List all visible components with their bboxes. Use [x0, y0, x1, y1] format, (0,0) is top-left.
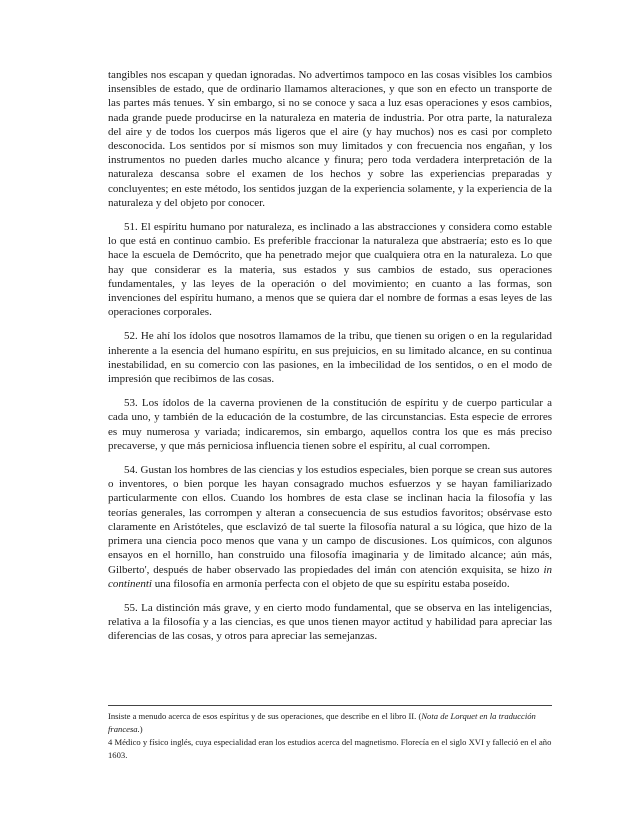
footnotes	[108, 710, 552, 762]
paragraph-54-text-a: 54. Gustan los hombres de las ciencias y los estudios especiales, bien porque se crean sus autores o inventores, o bien porque les hayan consagrado muchos esfuerzos y se hayan familiarizado particularmente con ellos. Cuando los hombres de esta clase se inclinan hacia la filosofía y las teorías generales, las corrompen y alteran a consecuencia de sus estudios favoritos; obsérvase esto claramente en Aristóteles, que esclavizó de tal suerte la filosofía natural a su lógica, que hizo de la primera una ciencia poco menos que vana y un campo de discusiones. Los químicos, con algunos ensayos en el hornillo, han construido una filosofía imaginaria y de limitado alcance; aún más, Gilberto', después de haber observado las propiedades del imán con atención exquisita, se hizo	[108, 464, 552, 576]
paragraph-53: 53. Los ídolos de la caverna provienen de la constitución de espíritu y de cuerpo particular a cada uno, y también de la educación de la costumbre, de las circunstancias. Esta especie de errores es muy numerosa y variada; indicaremos, sin embargo, aquellos contra los que es más preciso precaverse, y que más perniciosa influencia tienen sobre el espíritu, al cual corrompen.	[108, 397, 552, 452]
paragraph-54	[108, 463, 552, 591]
footnote-1-italic: Nota de Lorquet en la traducción francesa.	[108, 711, 536, 734]
footnote-1	[108, 710, 552, 736]
footnote-2: 4 Médico y físico inglés, cuya especialidad eran los estudios acerca del magnetismo. Florecía en el siglo XVI y falleció en el año 1603.	[108, 737, 552, 760]
paragraph-54-text-b: una filosofía en armonía perfecta con el objeto de que su espíritu estaba poseído.	[152, 577, 510, 590]
paragraph-52: 52. He ahí los ídolos que nosotros llamamos de la tribu, que tienen su origen o en la regularidad inherente a la esencia del humano espíritu, en sus prejuicios, en su limitado alcance, en su continua inestabilidad, en su comercio con las pasiones, en la imbecilidad de los sentidos, o en el modo de impresión que recibimos de las cosas.	[108, 330, 552, 386]
footnote-divider	[108, 705, 552, 706]
page-body	[108, 68, 552, 644]
paragraph-55: 55. La distinción más grave, y en cierto modo fundamental, que se observa en las inteligencias, relativa a la filosofía y a las ciencias, es que unos tienen mayor actitud y habilidad para apreciar las diferencias de las cosas, y otros para apreciar las semejanzas.	[108, 601, 552, 643]
paragraph-intro: tangibles nos escapan y quedan ignoradas. No advertimos tampoco en las cosas visibles los cambios insensibles de estado, que de ordinario llamamos alteraciones, y que son en efecto un transporte de las partes más tenues. Y sin embargo, si no se conoce y saca a luz esas operaciones y esos cambios, nada grande puede producirse en la naturaleza en materia de industria. Por otra parte, la naturaleza del aire y de todos los cuerpos más ligeros que el aire (y hay muchos) nos es casi por completo desconocida. Los sentidos por sí mismos son muy limitados y con frecuencia nos engañan, y los instrumentos no pueden darles mucho alcance y finura; pero toda verdadera interpretación de la naturaleza descansa sobre el examen de los hechos y sobre las experiencias preparadas y concluyentes; en este método, los sentidos juzgan de la experiencia solamente, y la experiencia de la naturaleza y del objeto por conocer.	[108, 69, 552, 209]
footnote-1-text-a: Insiste a menudo acerca de esos espíritus y de sus operaciones, que describe en el libro II. (	[108, 711, 422, 721]
paragraph-51: 51. El espíritu humano por naturaleza, es inclinado a las abstracciones y considera como estable lo que está en continuo cambio. Es preferible fraccionar la naturaleza que abstraería; esto es lo que hace la escuela de Demócrito, que ha penetrado mejor que cualquiera otra en la naturaleza. Lo que hay que considerar es la materia, sus estados y sus cambios de estado, sus operaciones fundamentales, y las leyes de la operación o del movimiento; en cuanto a las formas, son invenciones del espíritu humano, a menos que se quiera dar el nombre de formas a esas leyes de las operaciones corporales.	[108, 221, 552, 319]
footnote-1-text-b: )	[139, 724, 143, 734]
paragraph-54-italic: in continenti	[108, 563, 552, 590]
